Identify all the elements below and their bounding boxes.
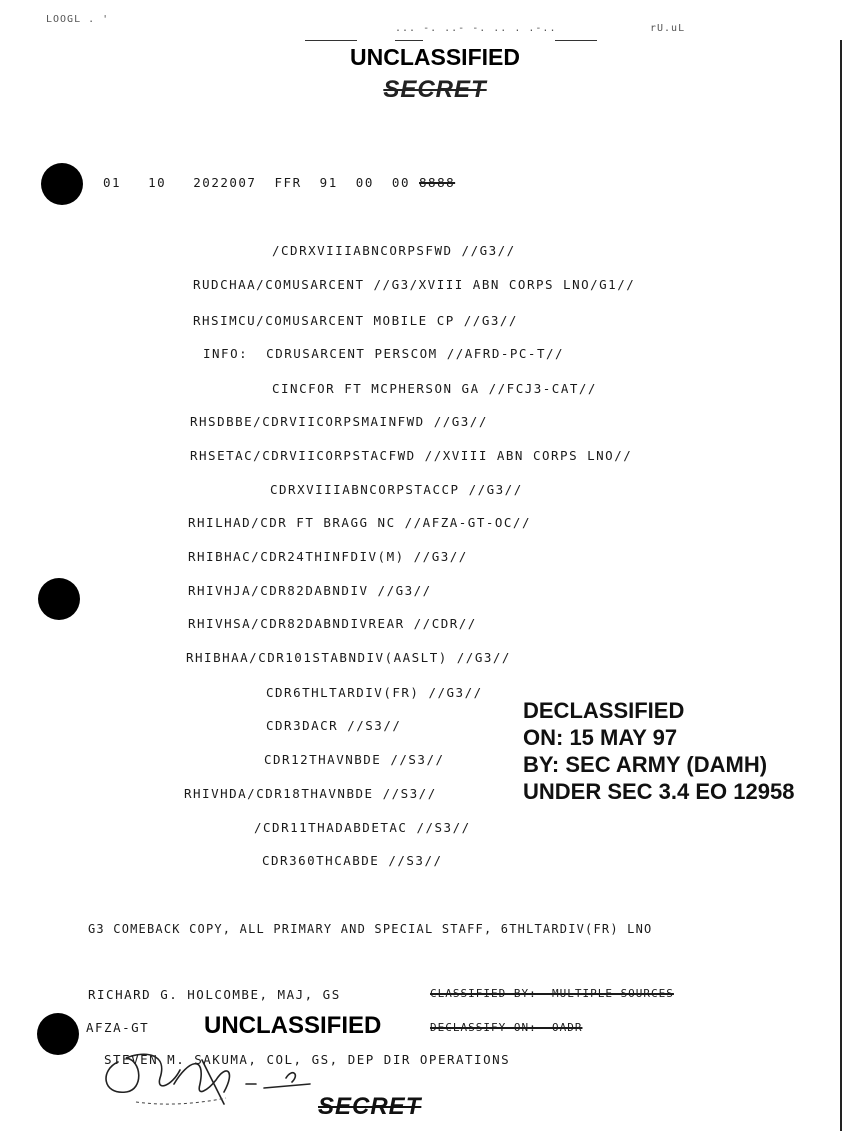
- declass-line: DECLASSIFIED: [523, 698, 685, 723]
- bottom-secret-marking: SECRET: [318, 1093, 422, 1120]
- addressee-line: CDR3DACR //S3//: [266, 718, 402, 733]
- punch-hole-3: [37, 1013, 79, 1055]
- addressee-line: CDRXVIIIABNCORPSTACCP //G3//: [270, 482, 523, 497]
- dtg-field: 00: [355, 175, 374, 190]
- punch-hole-1: [41, 163, 83, 205]
- header-rule-left: [305, 40, 357, 41]
- declassify-on-line: DECLASSIFY ON: OADR: [430, 1021, 583, 1034]
- addressee-line: RHIVHJA/CDR82DABNDIV //G3//: [188, 583, 432, 598]
- addressee-line: RUDCHAA/COMUSARCENT //G3/XVIII ABN CORPS LNO/G1//: [193, 277, 636, 292]
- addressee-line: RHIBHAC/CDR24THINFDIV(M) //G3//: [188, 549, 468, 564]
- addressee-line: CDR6THLTARDIV(FR) //G3//: [266, 685, 483, 700]
- declass-line: UNDER SEC 3.4 EO 12958: [523, 779, 795, 804]
- dtg-field-struck: 8888: [419, 175, 456, 190]
- fax-header-center: ... -. ..- -. .. . .-..: [395, 23, 557, 34]
- addressee-line: CDR12THAVNBDE //S3//: [264, 752, 445, 767]
- dtg-field: 2022007: [193, 175, 257, 190]
- dtg-field: 01: [103, 175, 122, 190]
- declass-line: BY: SEC ARMY (DAMH): [523, 752, 768, 777]
- punch-hole-2: [38, 578, 80, 620]
- addressee-line: CINCFOR FT MCPHERSON GA //FCJ3-CAT//: [272, 381, 597, 396]
- addressee-line: RHSDBBE/CDRVIICORPSMAINFWD //G3//: [190, 414, 488, 429]
- addressee-line: RHIVHSA/CDR82DABNDIVREAR //CDR//: [188, 616, 477, 631]
- classified-by-line: CLASSIFIED BY: MULTIPLE SOURCES: [430, 987, 674, 1000]
- dtg-field: 10: [148, 175, 167, 190]
- drafter-line: RICHARD G. HOLCOMBE, MAJ, GS: [88, 987, 341, 1002]
- bottom-classification-marking: UNCLASSIFIED: [204, 1012, 382, 1039]
- dtg-field: 91: [319, 175, 338, 190]
- handwritten-signature: [96, 1040, 326, 1110]
- header-rule-right: [555, 40, 597, 41]
- addressee-line: /CDR11THADABDETAC //S3//: [254, 820, 471, 835]
- addressee-line: CDR360THCABDE //S3//: [262, 853, 443, 868]
- declass-line: ON: 15 MAY 97: [523, 725, 678, 750]
- top-secret-marking: SECRET: [383, 76, 487, 103]
- addressee-line: RHIBHAA/CDR101STABNDIV(AASLT) //G3//: [186, 650, 511, 665]
- addressee-line: RHILHAD/CDR FT BRAGG NC //AFZA-GT-OC//: [188, 515, 531, 530]
- releaser-line: STEVEN M. SAKUMA, COL, GS, DEP DIR OPERATIONS: [104, 1052, 511, 1067]
- addressee-line: RHSETAC/CDRVIICORPSTACFWD //XVIII ABN CORPS LNO//: [190, 448, 633, 463]
- office-symbol: AFZA-GT: [86, 1020, 150, 1035]
- info-line: INFO: CDRUSARCENT PERSCOM //AFRD-PC-T//: [203, 346, 565, 361]
- dtg-field: FFR: [274, 175, 302, 190]
- top-classification-marking: UNCLASSIFIED: [350, 44, 520, 70]
- addressee-line: RHSIMCU/COMUSARCENT MOBILE CP //G3//: [193, 313, 518, 328]
- fax-header-left: LOOGL . ': [46, 14, 110, 25]
- comeback-copy-line: G3 COMEBACK COPY, ALL PRIMARY AND SPECIAL STAFF, 6THLTARDIV(FR) LNO: [88, 922, 653, 936]
- addressee-line: /CDRXVIIIABNCORPSFWD //G3//: [272, 243, 516, 258]
- dtg-line: [103, 175, 455, 190]
- fax-header-right: rU.uL: [650, 23, 686, 34]
- addressee-line: RHIVHDA/CDR18THAVNBDE //S3//: [184, 786, 437, 801]
- scan-edge-line: [840, 40, 842, 1131]
- declassification-stamp: [523, 697, 794, 805]
- header-rule-mid: [395, 40, 423, 41]
- dtg-field: 00: [391, 175, 410, 190]
